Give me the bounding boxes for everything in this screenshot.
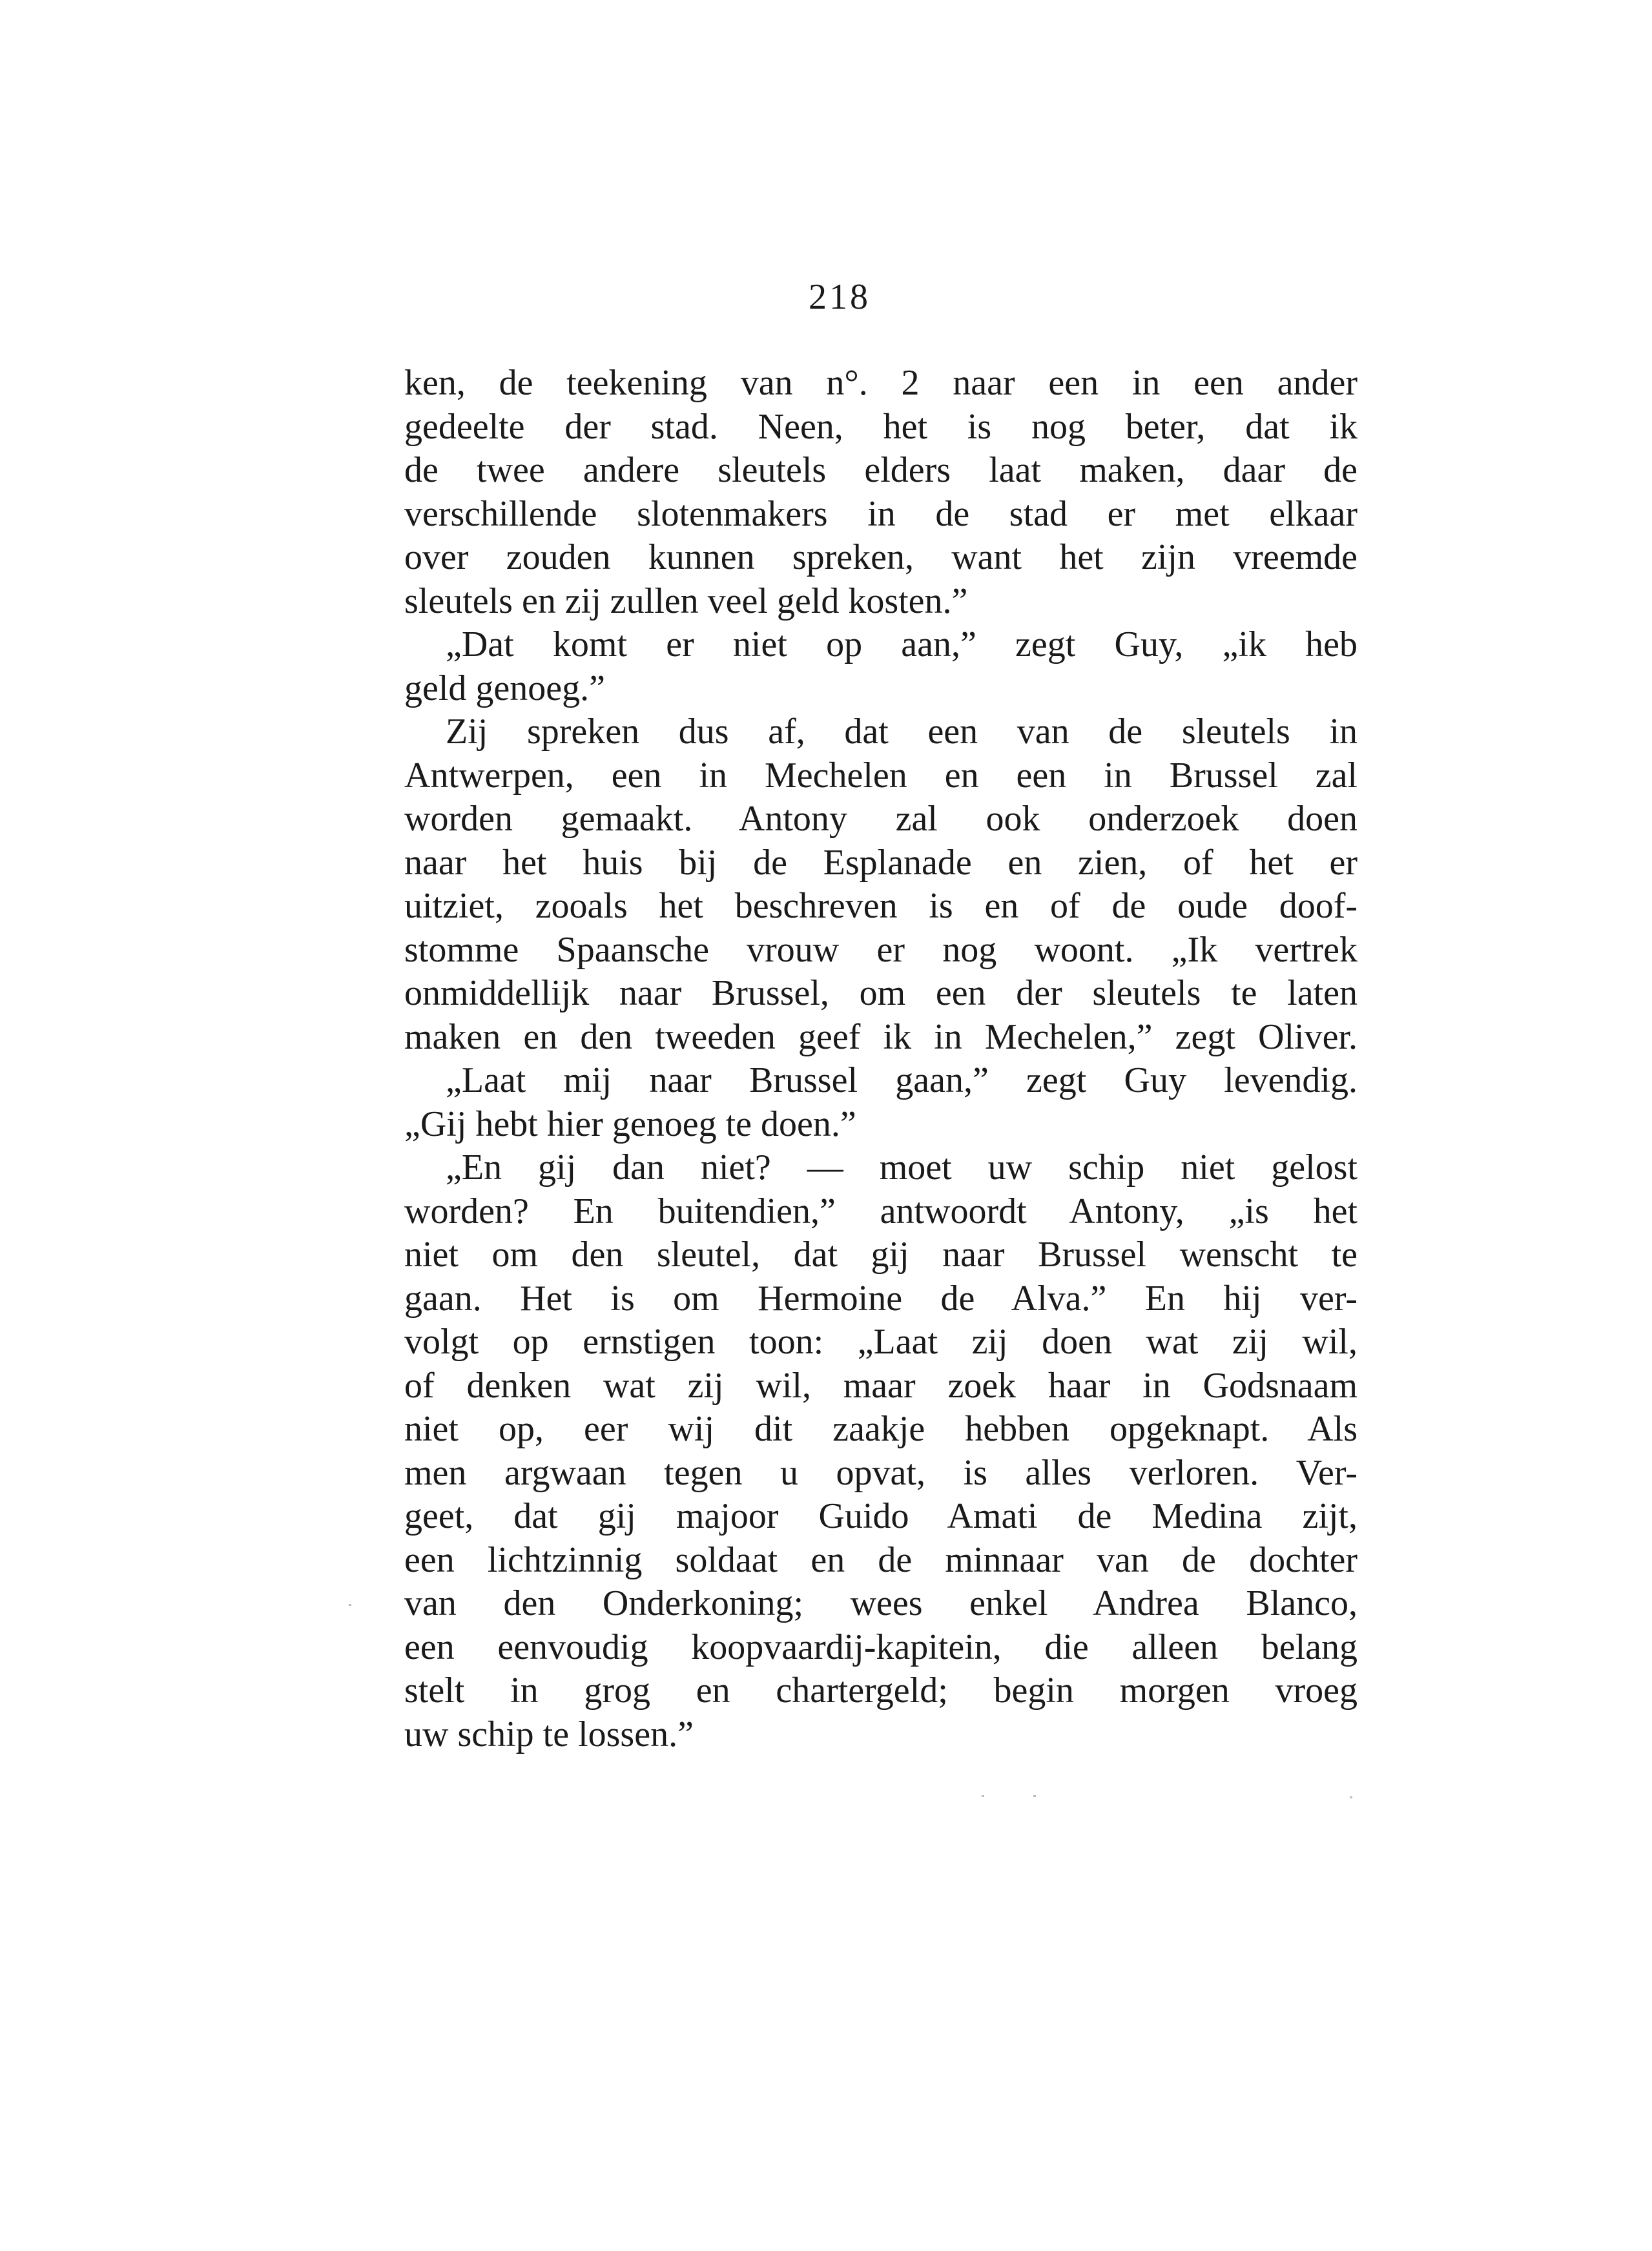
text-line: sleutels en zij zullen veel geld kosten.” — [404, 581, 968, 621]
text-line: maken en den tweeden geef ik in Mechelen,” zegt Oliver. — [404, 1016, 1358, 1057]
text-line: naar het huis bij de Esplanade en zien, of het er — [404, 842, 1358, 883]
text-line: geld genoeg.” — [404, 668, 605, 708]
text-line: een eenvoudig koopvaardij-kapitein, die alleen belang — [404, 1627, 1358, 1667]
text-line: onmiddellijk naar Brussel, om een der sleutels te laten — [404, 973, 1358, 1013]
body-text — [404, 362, 1358, 1756]
text-line: over zouden kunnen spreken, want het zijn vreemde — [404, 537, 1358, 577]
text-line: niet op, eer wij dit zaakje hebben opgeknapt. Als — [404, 1409, 1358, 1449]
text-line: van den Onderkoning; wees enkel Andrea Blanco, — [404, 1583, 1358, 1623]
text-line: uw schip te lossen.” — [404, 1714, 694, 1754]
text-line: de twee andere sleutels elders laat maken, daar de — [404, 450, 1358, 490]
scan-speck — [982, 1795, 984, 1797]
text-line: „Laat mij naar Brussel gaan,” zegt Guy levendig. — [446, 1060, 1358, 1100]
text-line: of denken wat zij wil, maar zoek haar in Godsnaam — [404, 1365, 1358, 1406]
text-line: Antwerpen, een in Mechelen en een in Brussel zal — [404, 755, 1358, 796]
text-line: ken, de teekening van n°. 2 naar een in een ander — [404, 363, 1358, 403]
text-line: uitziet, zooals het beschreven is en of de oude doof- — [404, 886, 1358, 926]
scan-speck — [1350, 1796, 1352, 1798]
text-line: worden gemaakt. Antony zal ook onderzoek doen — [404, 799, 1358, 839]
text-line: verschillende slotenmakers in de stad er met elkaar — [404, 493, 1358, 534]
text-line: stelt in grog en chartergeld; begin morgen vroeg — [404, 1670, 1358, 1711]
text-line: stomme Spaansche vrouw er nog woont. „Ik vertrek — [404, 929, 1358, 970]
text-line: men argwaan tegen u opvat, is alles verloren. Ver- — [404, 1452, 1358, 1493]
text-line: gedeelte der stad. Neen, het is nog beter, dat ik — [404, 406, 1358, 447]
text-line: geet, dat gij majoor Guido Amati de Medina zijt, — [404, 1496, 1358, 1536]
text-line: „Dat komt er niet op aan,” zegt Guy, „ik heb — [446, 624, 1358, 664]
scan-speck — [349, 1604, 351, 1606]
text-line: gaan. Het is om Hermoine de Alva.” En hij ver- — [404, 1278, 1358, 1319]
text-line: volgt op ernstigen toon: „Laat zij doen wat zij wil, — [404, 1322, 1358, 1362]
text-line: worden? En buitendien,” antwoordt Antony, „is het — [404, 1191, 1358, 1231]
text-line: „En gij dan niet? — moet uw schip niet gelost — [446, 1147, 1358, 1187]
text-line: Zij spreken dus af, dat een van de sleutels in — [446, 712, 1358, 752]
text-line: niet om den sleutel, dat gij naar Brussel wenscht te — [404, 1235, 1358, 1275]
text-line: een lichtzinnig soldaat en de minnaar van de dochter — [404, 1539, 1358, 1580]
page-number: 218 — [809, 277, 871, 317]
scan-speck — [1033, 1795, 1036, 1797]
text-line: „Gij hebt hier genoeg te doen.” — [404, 1104, 856, 1144]
